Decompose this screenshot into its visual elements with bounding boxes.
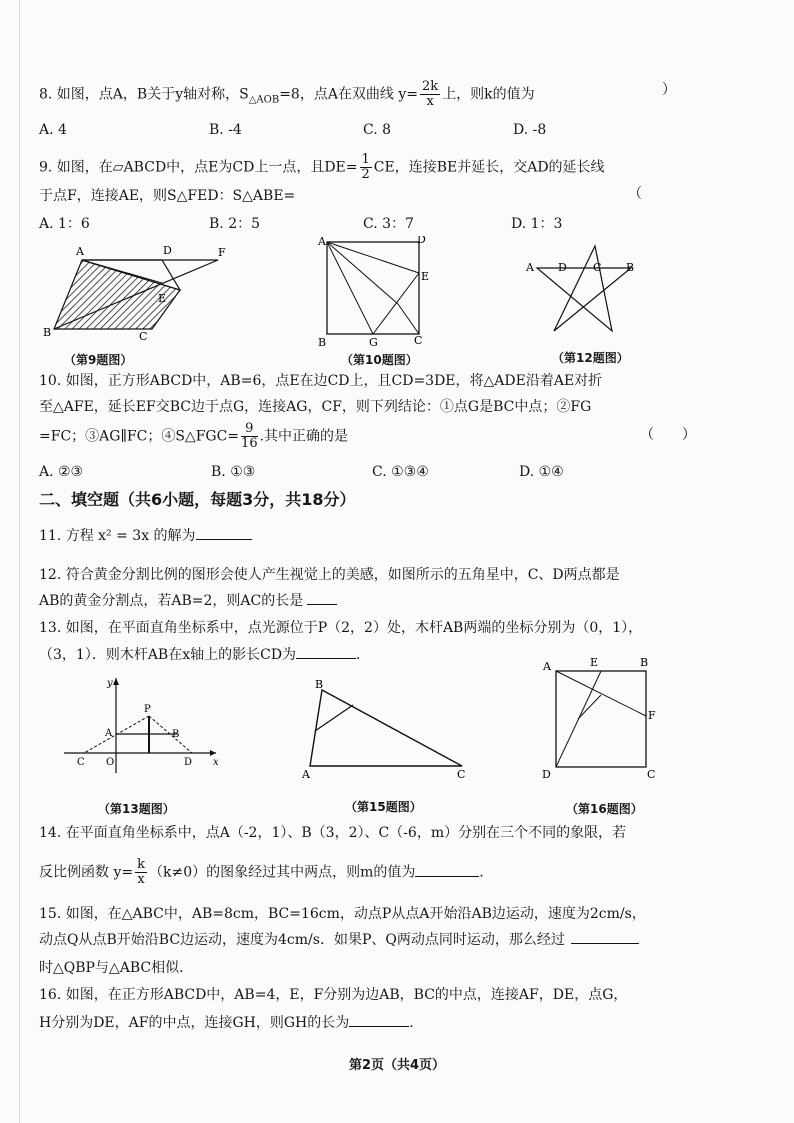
svg-text:E: E: [421, 270, 430, 283]
q16-period: ．: [409, 1015, 424, 1031]
svg-text:A: A: [543, 660, 551, 673]
q14-frac-num: k: [137, 857, 145, 872]
fig10-caption: （第10题图）: [341, 353, 418, 367]
svg-text:y: y: [107, 678, 113, 689]
fig13-diagram: [64, 678, 219, 773]
q10-frac-den: 16: [241, 436, 258, 451]
fig9-diagram: [43, 244, 226, 343]
q15-line2-text: 动点Q从点B开始沿BC边运动，速度为4cm/s．如果P、Q两动点同时运动，那么经过: [39, 932, 565, 948]
scan-edge-line: [19, 0, 20, 1123]
q8-fraction: [420, 80, 440, 109]
q10-option-c: C. ①③④: [372, 464, 429, 480]
svg-text:C: C: [457, 768, 466, 781]
q8-option-a: A. 4: [39, 122, 67, 138]
q16-line1: 16. 如图，在正方形ABCD中，AB=4，E，F分别为边AB，BC的中点，连接AF，DE，点G，: [39, 987, 628, 1003]
q10-option-b: B. ①③: [211, 464, 256, 480]
q13-line1: 13. 如图，在平面直角坐标系中，点光源位于P（2，2）处，木杆AB两端的坐标分别为（0，1），: [39, 620, 643, 636]
q15-line2: [39, 930, 639, 950]
q12-line2: [39, 591, 337, 611]
q14-period: ．: [479, 864, 494, 881]
q9-fraction: [360, 153, 372, 182]
q14-line1: 14. 在平面直角坐标系中，点A（-2，1）、B（3，2）、C（-6，m）分别在三个不同的象限，若: [39, 825, 627, 841]
q8-stem: [39, 80, 535, 110]
svg-text:F: F: [648, 709, 656, 722]
svg-text:B: B: [315, 678, 324, 691]
q8-option-b: B. -4: [209, 122, 242, 138]
svg-text:D: D: [184, 757, 193, 768]
svg-text:G: G: [369, 336, 378, 348]
svg-text:A: A: [526, 261, 534, 274]
fig16-caption: （第16题图）: [566, 802, 643, 816]
section-2-title: 二、填空题（共6小题，每题3分，共18分）: [39, 490, 356, 509]
svg-text:B: B: [172, 729, 180, 740]
q9-answer-paren: （: [628, 186, 642, 202]
svg-text:E: E: [590, 656, 599, 669]
svg-text:F: F: [218, 246, 226, 259]
q15-answer-blank[interactable]: [571, 943, 639, 944]
page-footer: 第2页（共4页）: [348, 1058, 446, 1073]
q10-line3-b: .其中正确的是: [259, 428, 349, 445]
q8-option-c: C. 8: [363, 122, 392, 138]
q9-option-a: A. 1：6: [39, 216, 90, 232]
q10-line2: 至△AFE，延长EF交BC边于点G，连接AG，CF，则下列结论：①点G是BC中点；②FG: [39, 399, 592, 415]
figures-row-2: [30, 648, 720, 788]
svg-text:C: C: [77, 757, 85, 768]
svg-text:O: O: [106, 757, 115, 768]
svg-text:C: C: [139, 330, 148, 343]
svg-text:C: C: [414, 334, 423, 347]
q13-period: ．: [356, 647, 371, 663]
q10-frac-num: 9: [241, 422, 258, 437]
svg-text:A: A: [105, 728, 113, 739]
q10-fraction: [241, 422, 258, 451]
q14-line2-b: （k≠0）的图象经过其中两点，则m的值为: [148, 864, 416, 881]
q11-text: 11. 方程 x² = 3x 的解为: [39, 528, 196, 544]
figures-row-1: [30, 236, 750, 348]
svg-text:B: B: [318, 336, 327, 348]
q9-line2: 于点F，连接AE，则S△FED：S△ABE=: [39, 188, 296, 204]
q9-line1: [39, 153, 605, 182]
svg-text:A: A: [302, 768, 310, 781]
q9-line1-a: 9. 如图，在▱ABCD中，点E为CD上一点，且DE=: [39, 159, 358, 176]
q12-line1: 12. 符合黄金分割比例的图形会使人产生视觉上的美感，如图所示的五角星中，C、D两点都是: [39, 567, 620, 583]
q10-line3-a: =FC；③AG∥FC；④S△FGC=: [39, 428, 240, 445]
fig13-caption: （第13题图）: [98, 802, 175, 816]
svg-text:P: P: [144, 704, 151, 715]
q10-line1: 10. 如图，正方形ABCD中，AB=6，点E在边CD上，且CD=3DE，将△ADE沿着AE对折: [39, 373, 603, 389]
svg-text:D: D: [542, 768, 551, 781]
svg-text:D: D: [163, 244, 172, 257]
q15-line1: 15. 如图，在△ABC中，AB=8cm，BC=16cm，动点P从点A开始沿AB边运动，速度为2cm/s，: [39, 906, 646, 922]
svg-text:E: E: [158, 292, 167, 305]
fig9-caption: （第9题图）: [64, 353, 133, 367]
q16-answer-blank[interactable]: [349, 1026, 409, 1027]
q9-frac-den: 2: [361, 167, 370, 182]
svg-text:B: B: [640, 656, 649, 669]
q9-option-c: C. 3：7: [363, 216, 414, 232]
q15-line3: 时△QBP与△ABC相似．: [39, 960, 194, 976]
svg-text:A: A: [76, 245, 84, 258]
svg-text:C: C: [647, 768, 656, 781]
q8-stem-a: 8. 如图，点A，B关于y轴对称，S: [39, 86, 249, 103]
q9-option-d: D. 1：3: [511, 216, 563, 232]
svg-text:D: D: [417, 236, 426, 246]
q12-answer-blank[interactable]: [307, 604, 337, 605]
q16-line2-text: H分别为DE，AF的中点，连接GH，则GH的长为: [39, 1015, 350, 1031]
fig15-caption: （第15题图）: [345, 800, 422, 814]
q10-option-a: A. ②③: [39, 464, 84, 480]
q14-frac-den: x: [137, 872, 145, 887]
q8-answer-paren: ）: [662, 82, 676, 98]
fig16-diagram: [542, 656, 656, 781]
q11-answer-blank[interactable]: [196, 539, 252, 540]
svg-text:B: B: [43, 326, 52, 339]
q14-fraction: [135, 858, 147, 887]
svg-text:A: A: [318, 236, 326, 248]
fig12-caption: （第12题图）: [552, 351, 629, 365]
q9-frac-num: 1: [361, 152, 370, 167]
q8-option-d: D. -8: [513, 122, 547, 138]
q8-frac-num: 2k: [422, 79, 439, 94]
q14-answer-blank[interactable]: [415, 876, 479, 877]
q14-line2-a: 反比例函数 y=: [39, 864, 134, 881]
q10-answer-paren: （ ）: [640, 427, 696, 443]
q9-line1-b: CE，连接BE并延长，交AD的延长线: [373, 159, 605, 176]
q10-line3: [39, 422, 348, 451]
svg-text:x: x: [213, 757, 219, 768]
q8-stem-sub: △AOB: [248, 94, 280, 106]
svg-text:D: D: [558, 261, 567, 274]
q10-option-d: D. ①④: [519, 464, 564, 480]
svg-text:B: B: [626, 261, 635, 274]
q12-line2-text: AB的黄金分割点，若AB=2，则AC的长是: [39, 593, 304, 609]
svg-text:C: C: [593, 261, 602, 274]
q11-line: [39, 526, 252, 546]
q8-stem-b: =8，点A在双曲线 y=: [279, 86, 419, 103]
q13-line2-text: （3，1）．则木杆AB在x轴上的影长CD为: [39, 647, 297, 663]
q9-option-b: B. 2：5: [209, 216, 261, 232]
q16-line2: [39, 1013, 423, 1033]
q8-stem-c: 上，则k的值为: [442, 86, 535, 103]
q14-line2: [39, 858, 493, 887]
fig12-diagram: [525, 246, 634, 331]
fig15-diagram: [301, 678, 465, 781]
q8-frac-den: x: [426, 94, 434, 109]
fig10-diagram: [317, 236, 429, 348]
